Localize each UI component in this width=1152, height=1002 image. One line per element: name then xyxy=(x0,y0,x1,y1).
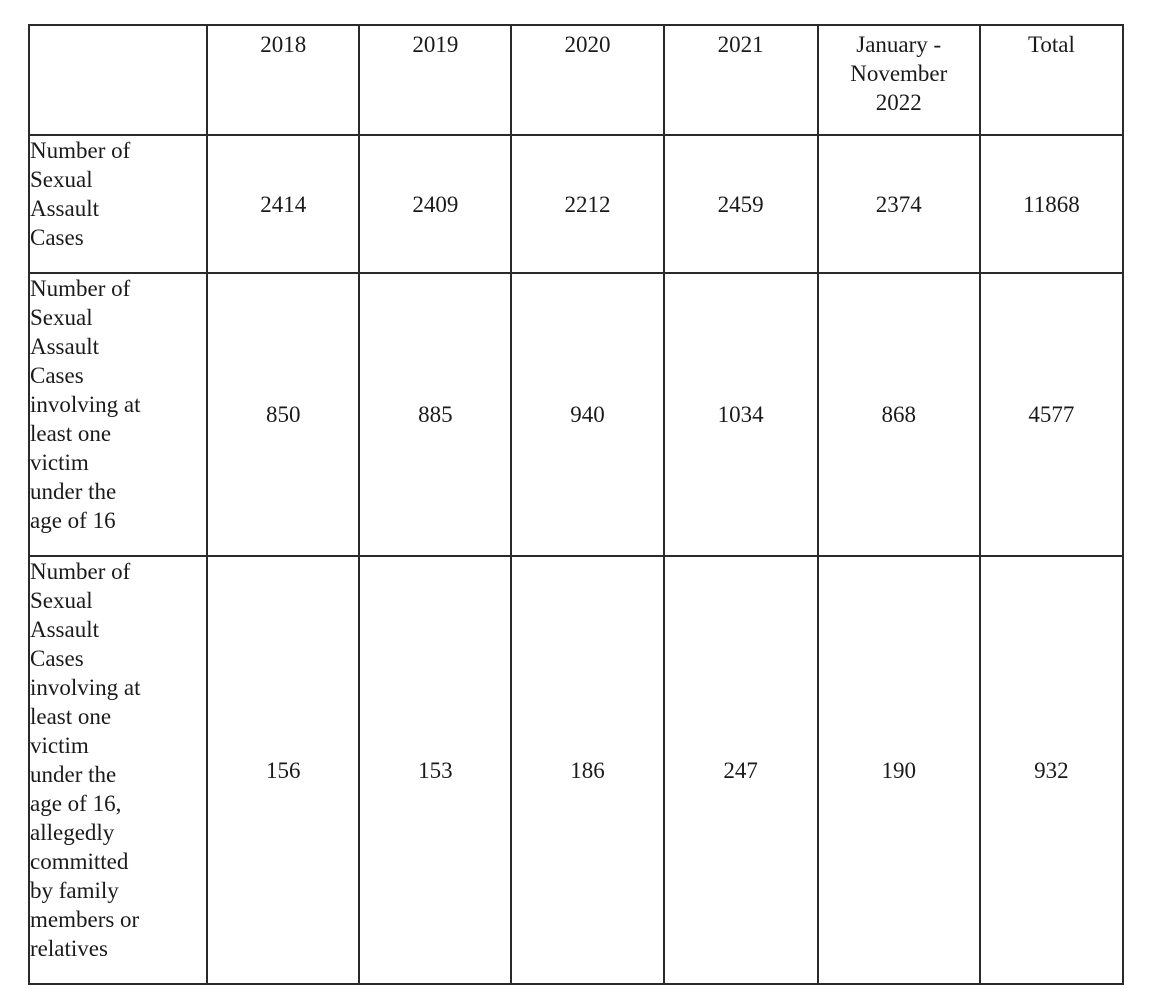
header-cell: 2019 xyxy=(359,25,511,135)
table-row xyxy=(29,556,1123,984)
header-cell: 2021 xyxy=(664,25,818,135)
table-cell-total: 932 xyxy=(980,556,1123,984)
table-cell-total: 4577 xyxy=(980,273,1123,556)
table-cell: 2414 xyxy=(207,135,359,273)
row-label: Number of Sexual Assault Cases involving at least one victim under the age of 16 xyxy=(29,273,207,556)
table-cell: 885 xyxy=(359,273,511,556)
table-cell: 153 xyxy=(359,556,511,984)
table-row xyxy=(29,273,1123,556)
table-cell: 2409 xyxy=(359,135,511,273)
table-cell: 940 xyxy=(511,273,663,556)
table-cell: 247 xyxy=(664,556,818,984)
sexual-assault-statistics-table xyxy=(28,24,1124,985)
table-cell: 868 xyxy=(818,273,980,556)
header-cell: Total xyxy=(980,25,1123,135)
row-label: Number of Sexual Assault Cases xyxy=(29,135,207,273)
table-cell: 2459 xyxy=(664,135,818,273)
header-row xyxy=(29,25,1123,135)
table-cell: 2374 xyxy=(818,135,980,273)
table-cell: 2212 xyxy=(511,135,663,273)
table-cell: 1034 xyxy=(664,273,818,556)
table-cell: 186 xyxy=(511,556,663,984)
table-row xyxy=(29,135,1123,273)
table-cell-total: 11868 xyxy=(980,135,1123,273)
table-cell: 156 xyxy=(207,556,359,984)
table-cell: 190 xyxy=(818,556,980,984)
header-cell: 2020 xyxy=(511,25,663,135)
row-label: Number of Sexual Assault Cases involving at least one victim under the age of 16, allegedly committed by family members or relatives xyxy=(29,556,207,984)
header-cell: 2018 xyxy=(207,25,359,135)
header-corner-cell xyxy=(29,25,207,135)
table-cell: 850 xyxy=(207,273,359,556)
header-cell: January - November 2022 xyxy=(818,25,980,135)
